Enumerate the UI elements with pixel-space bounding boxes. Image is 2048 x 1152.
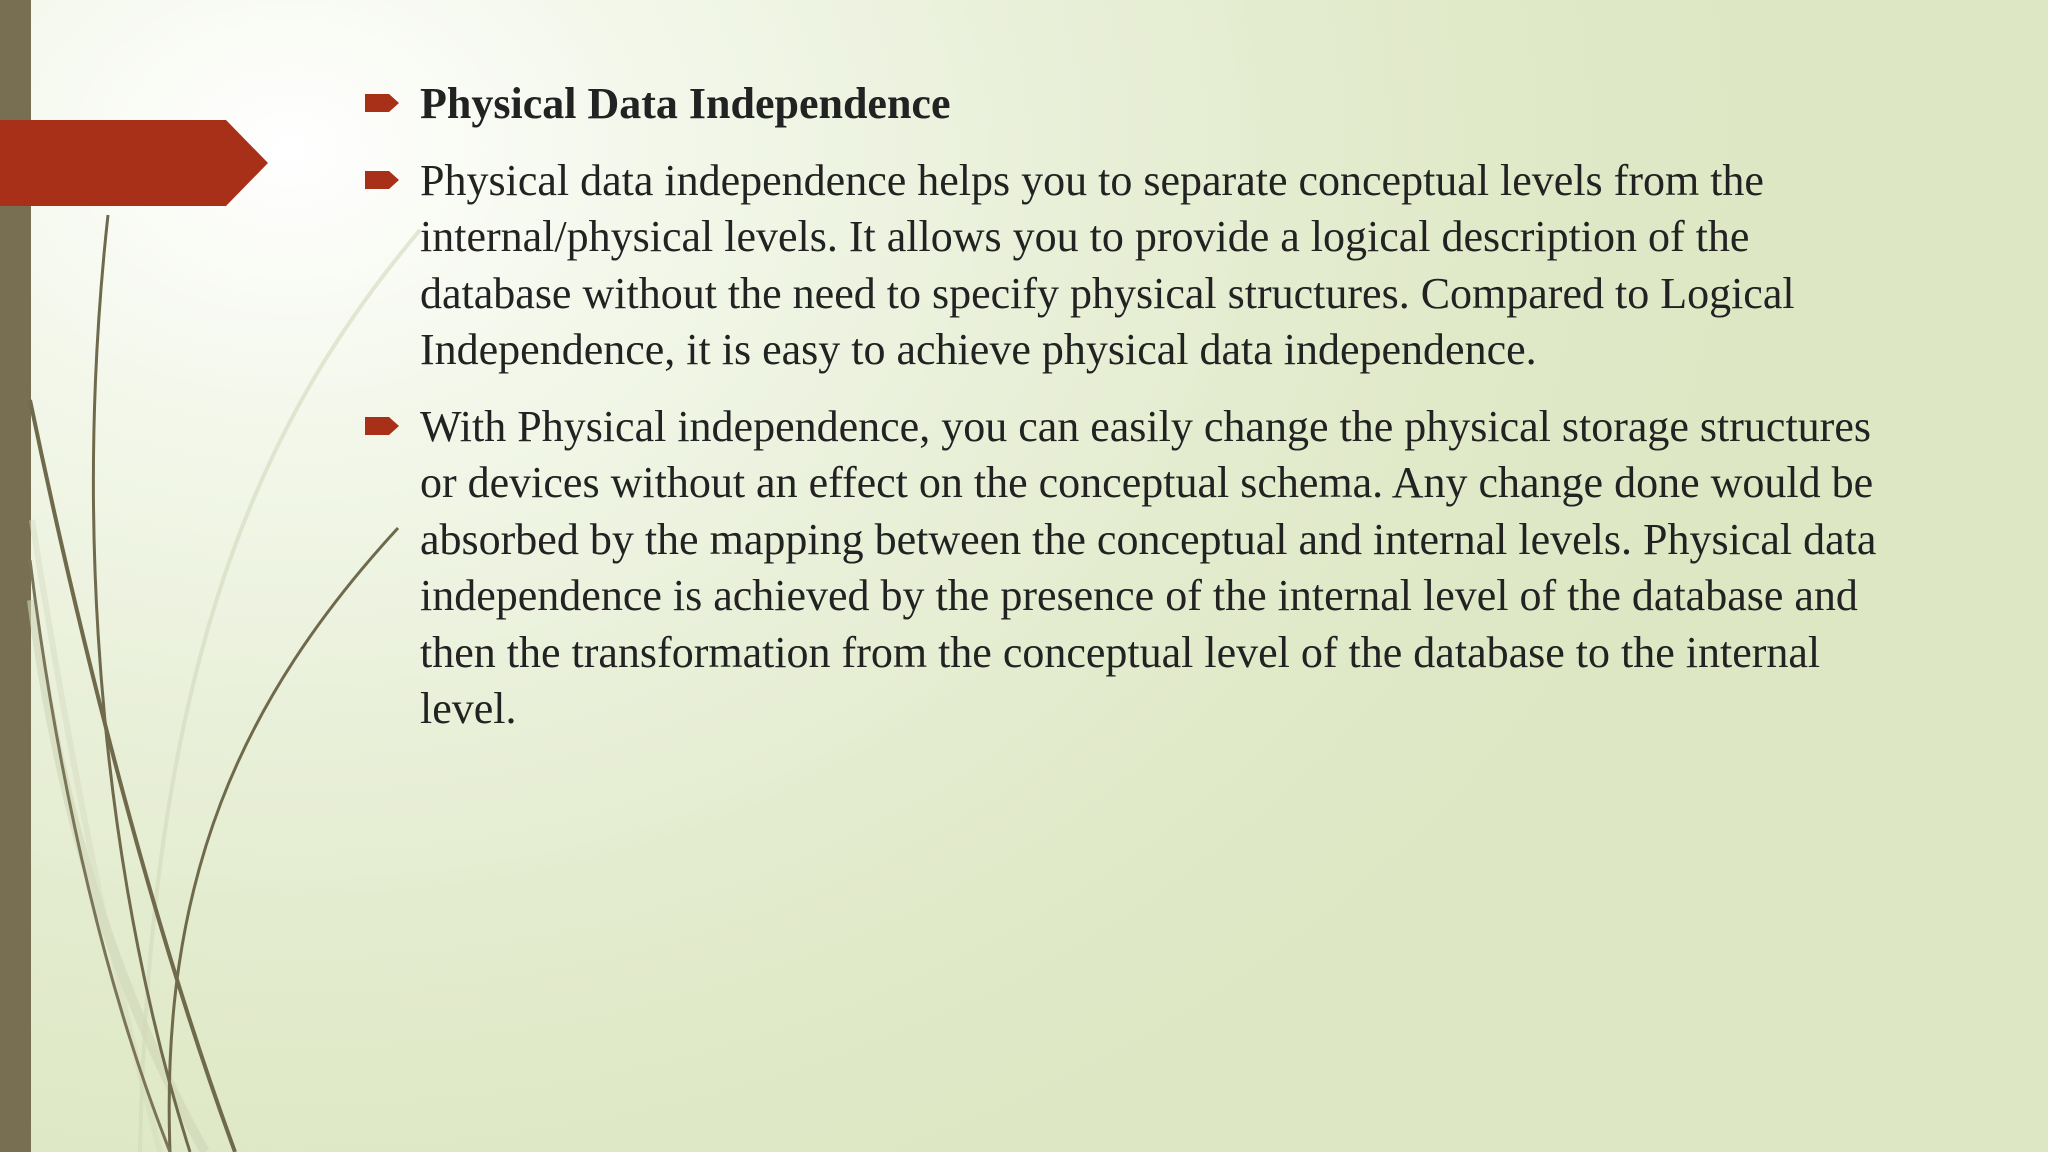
accent-arrow-shape <box>0 120 268 206</box>
bullet-heading-text: Physical Data Independence <box>420 79 951 128</box>
arrow-bullet-icon <box>365 169 401 191</box>
bullet-item-heading <box>360 76 1900 133</box>
bullet-explanation-text: With Physical independence, you can easily change the physical storage structures or devices without an effect on the conceptual schema. Any change done would be absorbed by the mapping between the conceptual and internal levels. Physical data independence is achieved by the presence of the internal level of the database and then the transformation from the conceptual level of the database to the internal level. <box>420 401 1877 733</box>
arrow-bullet-icon <box>365 415 401 437</box>
bullet-list <box>360 76 1900 758</box>
bullet-definition-text: Physical data independence helps you to separate conceptual levels from the internal/physical levels. It allows you to provide a logical description of the database without the need to specify physical structures. Compared to Logical Independence, it is easy to achieve physical data independence. <box>420 155 1795 374</box>
bullet-item-definition <box>360 153 1900 379</box>
arrow-bullet-icon <box>365 92 401 114</box>
bullet-item-explanation <box>360 399 1900 738</box>
